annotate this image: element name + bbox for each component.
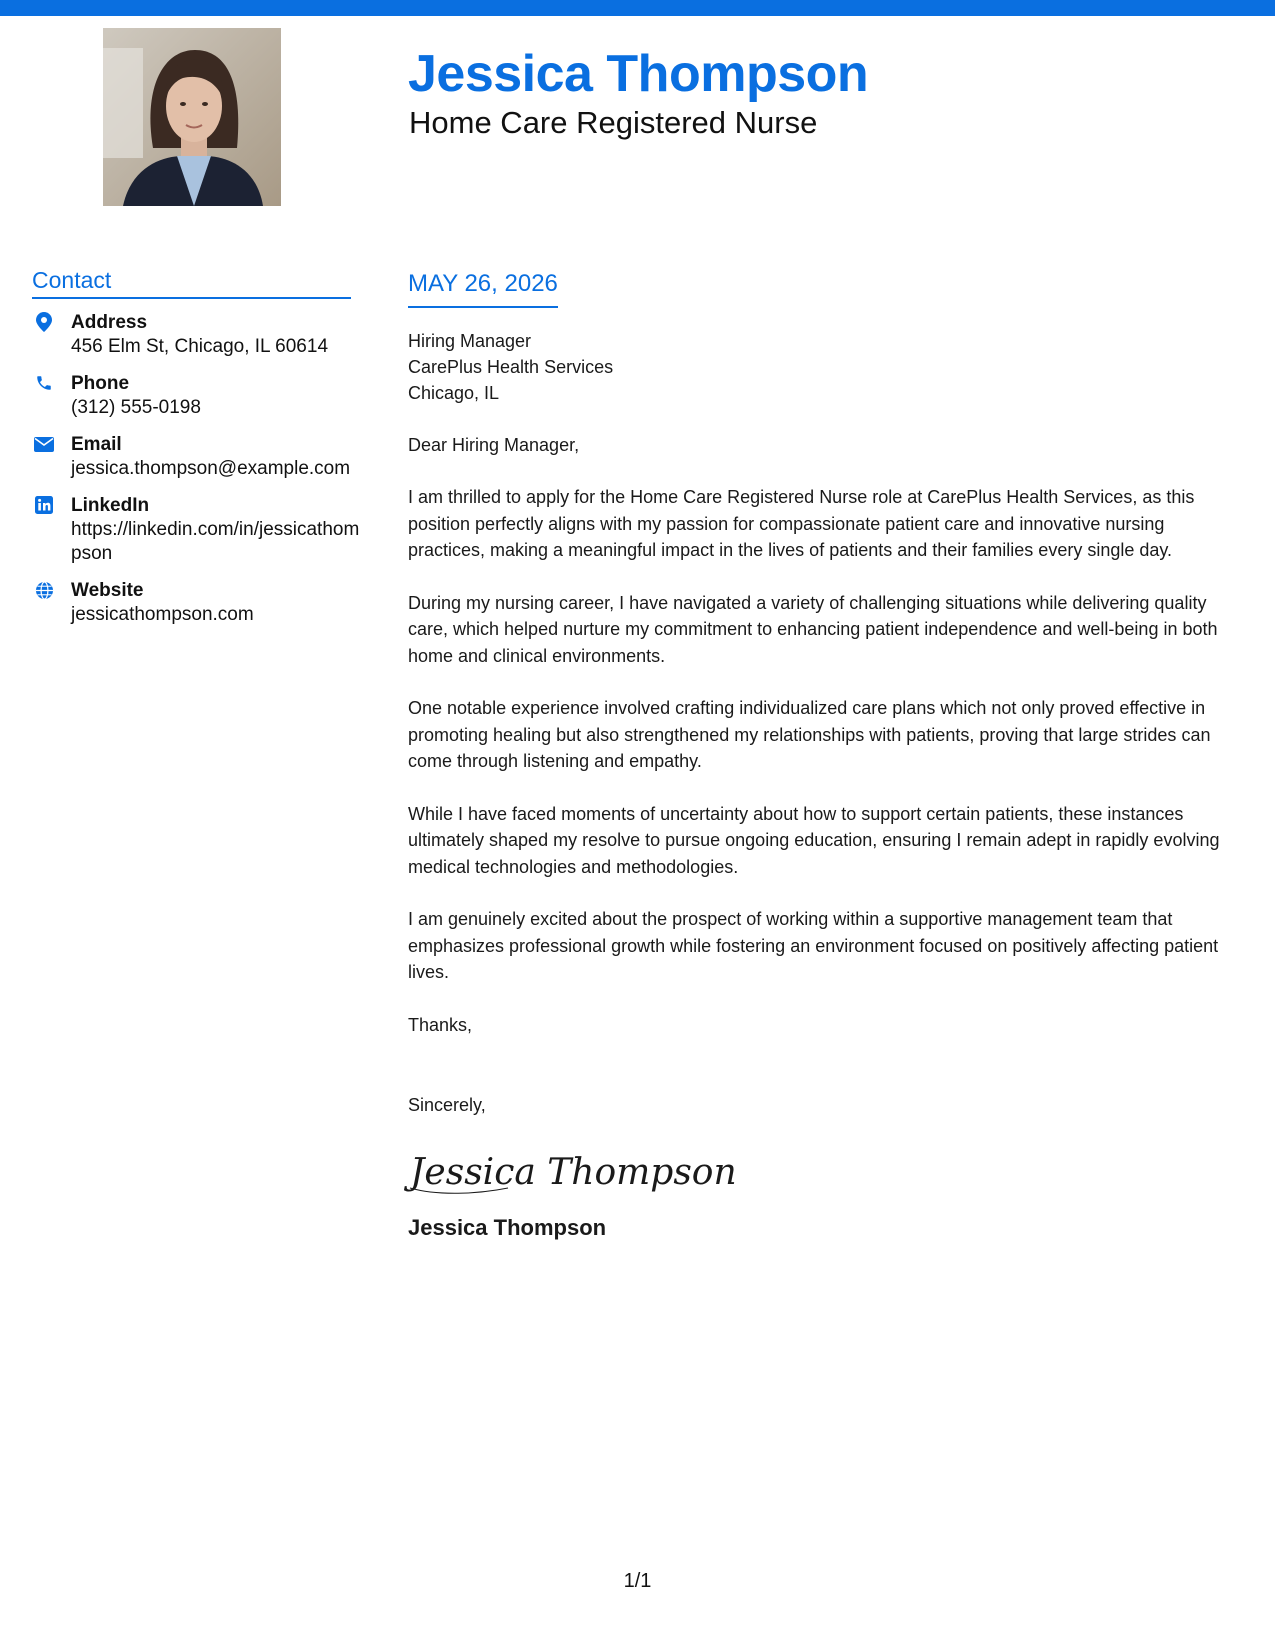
page-number: 1/1	[623, 1570, 652, 1592]
linkedin-icon	[34, 495, 54, 515]
contact-value[interactable]: https://linkedin.com/in/jessicathompson	[71, 519, 360, 564]
letter-paragraph: I am genuinely excited about the prospect of working within a supportive management team that emphasizes professional growth while fostering an environment focused on positively affecting patient lives.	[408, 909, 1219, 982]
contact-label: Website	[71, 580, 144, 601]
contact-label: Address	[71, 312, 148, 333]
phone-icon	[34, 373, 54, 393]
signature-text: Jessica Thompson	[410, 1151, 737, 1193]
globe-icon	[34, 580, 54, 600]
contact-value[interactable]: jessicathompson.com	[71, 604, 254, 625]
recipient-block	[408, 328, 1243, 406]
contact-item-linkedin	[32, 493, 362, 566]
contact-value: 456 Elm St, Chicago, IL 60614	[71, 336, 329, 357]
letter-paragraph: During my nursing career, I have navigated a variety of challenging situations while delivering quality care, which helped nurture my commitment to enhancing patient independence and well-being in both home and clinical environments.	[408, 592, 1218, 666]
thanks-line: Thanks,	[408, 1014, 473, 1035]
letter-date: MAY 26, 2026	[408, 268, 558, 308]
letter-body	[408, 268, 1243, 1242]
contact-item-website	[32, 578, 362, 627]
recipient-line: CarePlus Health Services	[408, 357, 614, 377]
contact-label: Email	[71, 434, 122, 455]
contact-heading: Contact	[32, 266, 351, 299]
envelope-icon	[34, 434, 54, 454]
contact-value[interactable]: jessica.thompson@example.com	[71, 458, 351, 479]
closing-line: Sincerely,	[408, 1094, 486, 1115]
signer-name: Jessica Thompson	[408, 1214, 607, 1240]
contact-item-address	[32, 310, 362, 359]
profile-photo	[103, 28, 281, 206]
contact-label: LinkedIn	[71, 495, 150, 516]
location-pin-icon	[34, 312, 54, 332]
candidate-name: Jessica Thompson	[408, 45, 869, 103]
contact-item-email	[32, 432, 362, 481]
letter-paragraph: I am thrilled to apply for the Home Care Registered Nurse role at CarePlus Health Services, as this position perfectly aligns with my passion for compassionate patient care and innovative nursing practices, making a meaningful impact in the lives of patients and their families every single day.	[408, 487, 1195, 560]
top-accent-bar	[0, 0, 1275, 16]
contact-label: Phone	[71, 373, 130, 394]
recipient-line: Hiring Manager	[408, 331, 532, 351]
contact-item-phone	[32, 371, 362, 420]
contact-list	[32, 310, 362, 639]
letter-paragraph: While I have faced moments of uncertainty about how to support certain patients, these instances ultimately shaped my resolve to pursue ongoing education, ensuring I remain adept in rapidly evolving medical technologies and methodologies.	[408, 803, 1220, 877]
salutation: Dear Hiring Manager,	[408, 435, 580, 455]
contact-value: (312) 555-0198	[71, 397, 201, 418]
candidate-title: Home Care Registered Nurse	[409, 105, 818, 140]
letter-paragraph: One notable experience involved crafting individualized care plans which not only proved effective in promoting healing but also strengthened my relationships with patients, proving that large strides can come through listening and empathy.	[408, 698, 1211, 771]
recipient-line: Chicago, IL	[408, 383, 500, 403]
handwritten-signature	[408, 1144, 1243, 1202]
